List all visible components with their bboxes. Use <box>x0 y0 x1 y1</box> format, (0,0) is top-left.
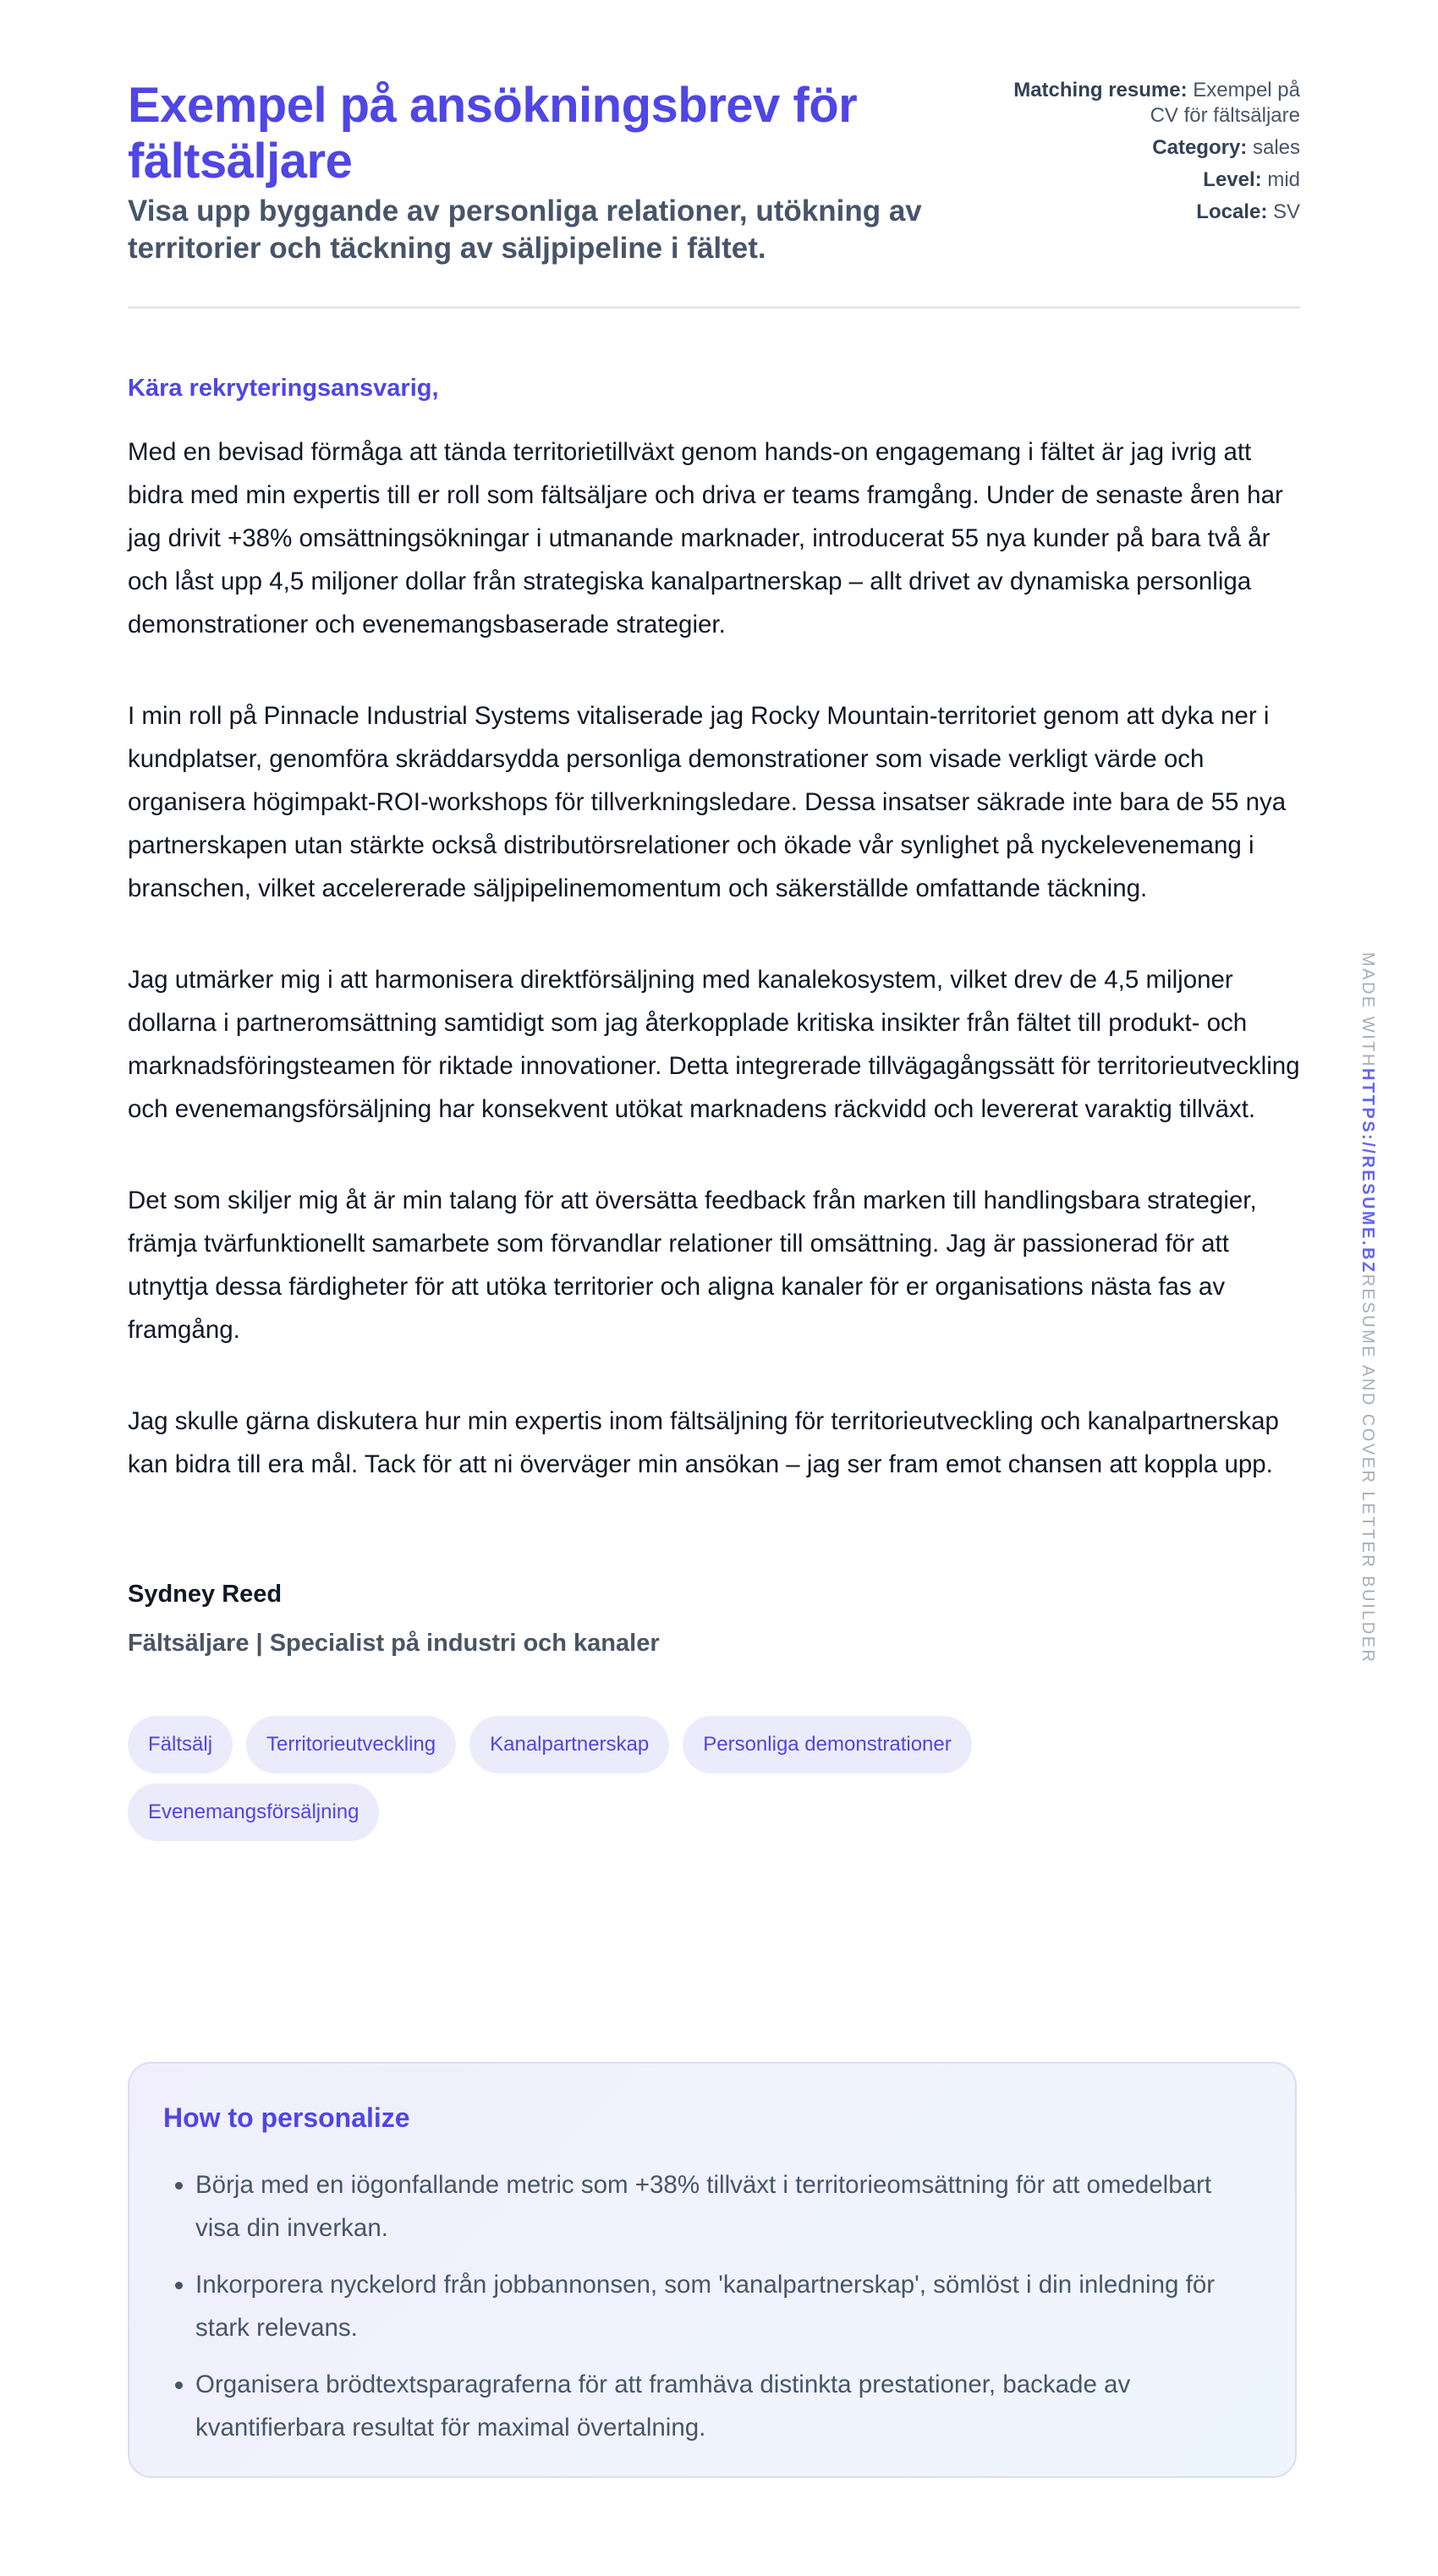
meta-locale <box>996 200 1300 225</box>
page-header <box>128 0 1300 309</box>
title-block <box>128 78 974 267</box>
personalize-panel <box>128 2062 1297 2478</box>
tag: Territorieutveckling <box>246 1716 456 1773</box>
meta-label: Category: <box>1152 136 1248 159</box>
meta-value: Exempel på CV för fältsäljare <box>1150 79 1300 127</box>
tag: Kanalpartnerskap <box>469 1716 669 1773</box>
page-title: Exempel på ansökningsbrev för fältsäljare <box>128 78 858 189</box>
tag: Evenemangsförsäljning <box>128 1784 379 1841</box>
letter-paragraph: Det som skiljer mig åt är min talang för att översätta feedback från marken till handlingsbara strategier, främja tvärfunktionellt samarbete som förvandlar relationer till omsättning. Jag är passionerad för att utnyttja dessa färdigheter för att utöka territorier och aligna kanaler för er organisations nästa fas av framgång. <box>128 1187 1257 1344</box>
signature-title: Fältsäljare | Specialist på industri och kanaler <box>128 1630 660 1657</box>
tag: Fältsälj <box>128 1716 233 1773</box>
personalize-title: How to personalize <box>163 2102 410 2133</box>
meta-value: SV <box>1272 200 1300 223</box>
signature-name: Sydney Reed <box>128 1581 283 1608</box>
tip-item: • Börja med en iögonfallande metric som +38% tillväxt i territorieomsättning för att omedelbart visa din inverkan. <box>195 2163 1261 2250</box>
tip-item: • Organisera brödtextsparagraferna för att framhäva distinkta prestationer, backade av kvantifierbara resultat för maximal övertalning. <box>195 2363 1261 2449</box>
meta-label: Locale: <box>1196 200 1268 223</box>
salutation: Kära rekryteringsansvarig, <box>128 375 439 402</box>
page-subtitle: Visa upp byggande av personliga relationer, utökning av territorier och täckning av säljpipeline i fältet. <box>128 195 922 265</box>
meta-category <box>996 135 1300 161</box>
meta-label: Level: <box>1203 168 1262 191</box>
letter-paragraph: Jag utmärker mig i att harmonisera direktförsäljning med kanalekosystem, vilket drev de 4,5 miljoner dollarna i partneromsättning samtidigt som jag återkopplade kritiska insikter från fältet till produkt- och marknadsföringsteamen för riktade innovationer. Detta integrerade tillvägagångssätt för territorieutveckling och evenemangsförsäljning har konsekvent utökat marknadens räckvidd och levererat varaktig tillväxt. <box>128 966 1300 1123</box>
watermark-prefix: MADE WITH <box>1358 952 1377 1068</box>
cover-letter-page <box>128 0 1300 2442</box>
watermark-suffix: RESUME AND COVER LETTER BUILDER <box>1358 1274 1377 1664</box>
letter-paragraph: Med en bevisad förmåga att tända territorietillväxt genom hands-on engagemang i fältet är jag ivrig att bidra med min expertis till er roll som fältsäljare och driva er teams framgång. Under de senaste åren har jag drivit +38% omsättningsökningar i utmanande marknader, introducerat 55 nya kunder på bara två år och låst upp 4,5 miljoner dollar från strategiska kanalpartnerskap – allt drivet av dynamiska personliga demonstrationer och evenemangsbaserade strategier. <box>128 438 1283 639</box>
meta-info <box>996 78 1300 267</box>
tag-list <box>128 1716 1143 1841</box>
letter-paragraph: I min roll på Pinnacle Industrial Systems vitaliserade jag Rocky Mountain-territoriet genom att dyka ner i kundplatser, genomföra skräddarsydda personliga demonstrationer som visade verkligt värde och organisera högimpakt-ROI-workshops för tillverkningsledare. Dessa insatser säkrade inte bara de 55 nya partnerskapen utan stärkte också distributörsrelationer och ökade vår synlighet på nyckelevenemang i branschen, vilket accelererade säljpipelinemomentum och säkerställde omfattande täckning. <box>128 702 1287 902</box>
tip-item: • Inkorporera nyckelord från jobbannonsen, som 'kanalpartnerskap', sömlöst i din inledning för stark relevans. <box>195 2263 1261 2349</box>
letter-paragraph: Jag skulle gärna diskutera hur min expertis inom fältsäljning för territorieutveckling och kanalpartnerskap kan bidra till era mål. Tack för att ni överväger min ansökan – jag ser fram emot chansen att koppla upp. <box>128 1407 1279 1478</box>
meta-label: Matching resume: <box>1013 79 1188 101</box>
meta-value: mid <box>1267 168 1300 191</box>
watermark-link[interactable]: HTTPS://RESUME.BZ <box>1358 1067 1377 1274</box>
personalize-tips <box>163 2163 1261 2449</box>
meta-level <box>996 167 1300 193</box>
meta-matching-resume <box>996 78 1300 129</box>
watermark <box>1358 952 1377 1663</box>
tag: Personliga demonstrationer <box>683 1716 972 1773</box>
meta-value: sales <box>1252 136 1300 159</box>
